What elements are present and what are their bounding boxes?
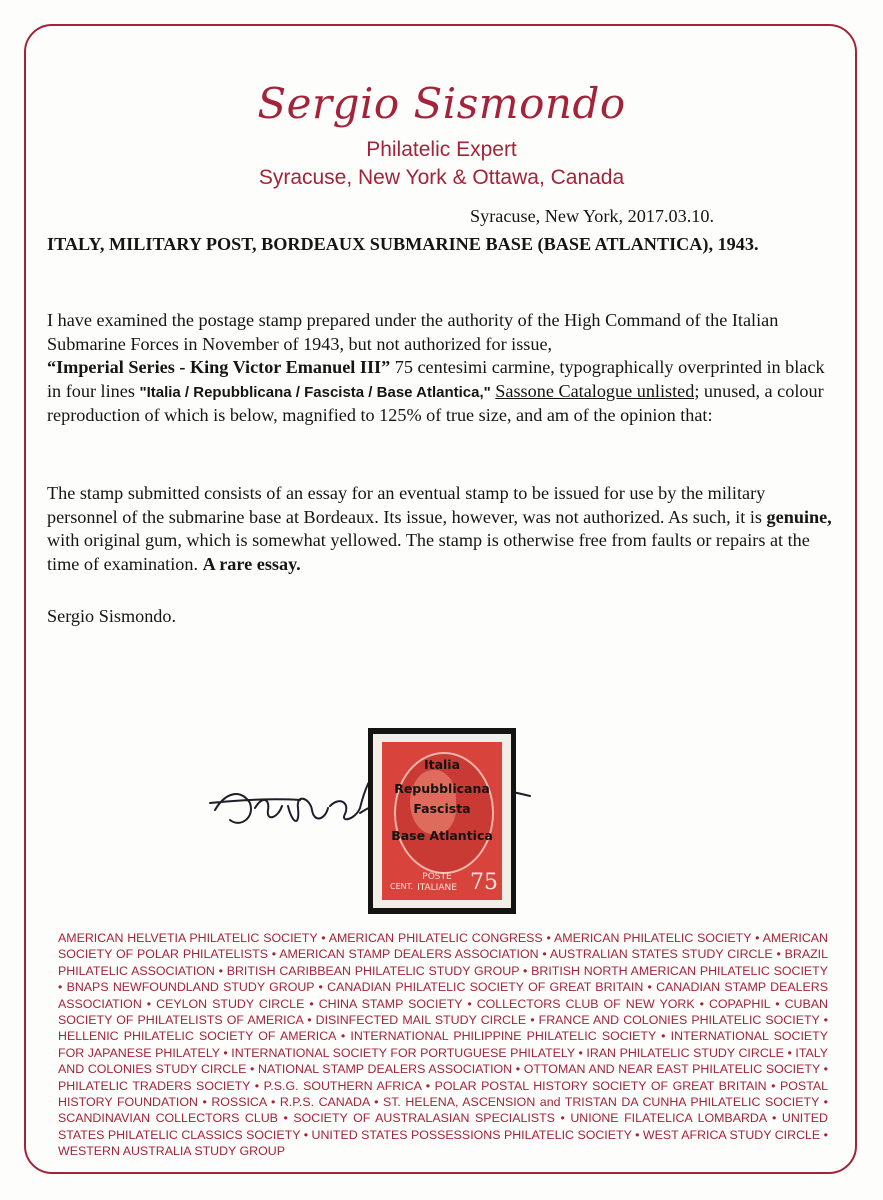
signoff: Sergio Sismondo. <box>47 606 177 626</box>
stamp-image <box>368 728 516 914</box>
description-rest: unused, a colour reproduction of which is below, magnified to 125% of true size, and am of the opinion that: <box>47 380 824 425</box>
catalogue-note: Sassone Catalogue unlisted; <box>495 380 700 401</box>
stamp-design <box>382 742 502 900</box>
intro-text: I have examined the postage stamp prepared under the authority of the High Command of the Italian Submarine Forces in November of 1943, but not authorized for issue, <box>47 310 779 354</box>
overprint-line-2: Repubblicana <box>394 781 490 796</box>
overprint-line-1: Italia <box>423 757 461 772</box>
examination-paragraph <box>47 309 832 428</box>
rare-essay-text: A rare essay. <box>202 553 301 574</box>
stamp-country-label <box>408 872 466 894</box>
opinion-paragraph <box>47 482 832 576</box>
series-name: “Imperial Series - King Victor Emanuel III” <box>47 357 391 377</box>
overprint-line-4: Base Atlantica <box>391 828 493 843</box>
stamp-value-panel <box>382 868 502 900</box>
stamp-paper <box>373 734 511 908</box>
place-date: Syracuse, New York, 2017.03.10. <box>470 206 715 226</box>
stamp-italiane: ITALIANE <box>417 883 457 893</box>
opinion-text-2: with original gum, which is somewhat yellowed. The stamp is otherwise free from faults or repairs at the time of examination. <box>47 530 810 574</box>
expert-name: Sergio Sismondo <box>257 79 626 128</box>
expert-title: Philatelic Expert <box>366 138 517 161</box>
opinion-text-1: The stamp submitted consists of an essay for an eventual stamp to be issued for use by the military personnel of the submarine base at Bordeaux. Its issue, however, was not authorized. As such, it is <box>47 483 767 527</box>
stamp-cent-label: CENT. <box>390 882 414 891</box>
overprint-line-3: Fascista <box>413 801 471 816</box>
overprint-quote: "Italia / Repubblicana / Fascista / Base Atlantica," <box>139 383 491 401</box>
stamp-heading: ITALY, MILITARY POST, BORDEAUX SUBMARINE BASE (BASE ATLANTICA), 1943. <box>47 234 759 254</box>
society-memberships: AMERICAN HELVETIA PHILATELIC SOCIETY • AMERICAN PHILATELIC CONGRESS • AMERICAN PHILATELIC SOCIETY • AMERICAN SOCIETY OF POLAR PHILATELISTS • AMERICAN STAMP DEALERS ASSOCIATION • AUSTRALIAN STATES STUDY CIRCLE • BRAZIL PHILATELIC ASSOCIATION • BRITISH CARIBBEAN PHILATELIC STUDY GROUP • BRITISH NORTH AMERICAN PHILATELIC SOCIETY • BNAPS NEWFOUNDLAND STUDY GROUP • CANADIAN PHILATELIC SOCIETY OF GREAT BRITAIN • CANADIAN STAMP DEALERS ASSOCIATION • CEYLON STUDY CIRCLE • CHINA STAMP SOCIETY • COLLECTORS CLUB OF NEW YORK • COPAPHIL • CUBAN SOCIETY OF PHILATELISTS OF AMERICA • DISINFECTED MAIL STUDY CIRCLE • FRANCE AND COLONIES PHILATELIC SOCIETY • HELLENIC PHILATELIC SOCIETY OF AMERICA • INTERNATIONAL PHILIPPINE PHILATELIC SOCIETY • INTERNATIONAL SOCIETY FOR JAPANESE PHILATELY • INTERNATIONAL SOCIETY FOR PORTUGUESE PHILATELY • IRAN PHILATELIC STUDY CIRCLE • ITALY AND COLONIES STUDY CIRCLE • NATIONAL STAMP DEALERS ASSOCIATION • OTTOMAN AND NEAR EAST PHILATELIC SOCIETY • PHILATELIC TRADERS SOCIETY • P.S.G. SOUTHERN AFRICA • POLAR POSTAL HISTORY SOCIETY OF GREAT BRITAIN • POSTAL HISTORY FOUNDATION • ROSSICA • R.P.S. CANADA • ST. HELENA, ASCENSION and TRISTAN DA CUNHA PHILATELIC SOCIETY • SCANDINAVIAN COLLECTORS CLUB • SOCIETY OF AUSTRALASIAN SPECIALISTS • UNIONE FILATELICA LOMBARDA • UNITED STATES PHILATELIC CLASSICS SOCIETY • UNITED STATES POSSESSIONS PHILATELIC SOCIETY • WEST AFRICA STUDY CIRCLE • WESTERN AUSTRALIA STUDY GROUP <box>58 931 828 1159</box>
stamp-description: 75 centesimi carmine, typographically overprinted in black in four lines <box>47 357 825 401</box>
stamp-poste: POSTE <box>422 872 452 882</box>
expert-location: Syracuse, New York & Ottawa, Canada <box>258 166 625 189</box>
certificate-header <box>0 78 883 192</box>
genuine-text: genuine, <box>766 506 832 527</box>
stamp-value: 75 <box>470 870 498 895</box>
